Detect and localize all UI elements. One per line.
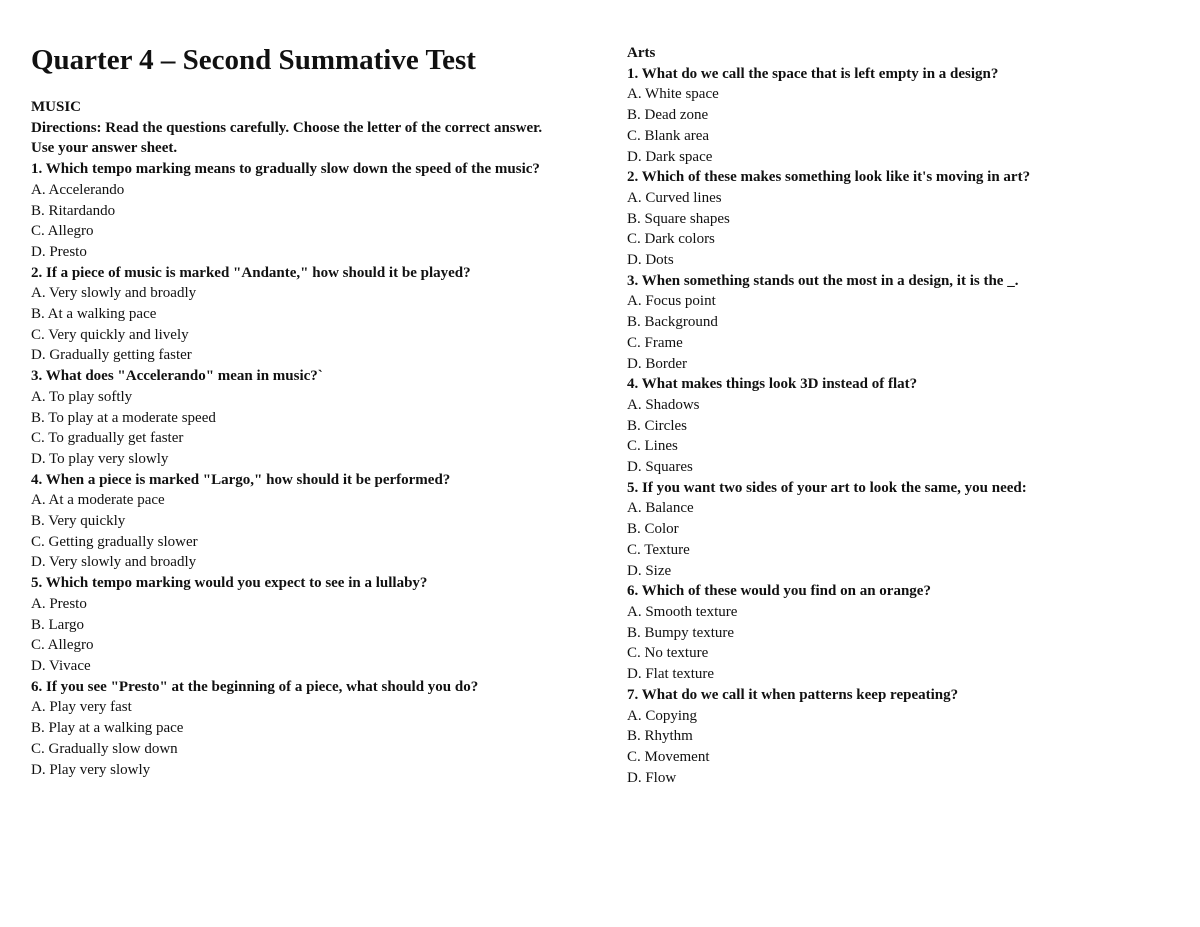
music-section (31, 97, 551, 780)
answer-option: D. Squares (627, 459, 693, 476)
arts-question-6 (627, 581, 1172, 685)
answer-option: B. Square shapes (627, 210, 730, 227)
arts-question-2 (627, 167, 1172, 271)
arts-heading: Arts (627, 45, 656, 61)
answer-option: D. Presto (31, 243, 87, 260)
answer-option: C. Blank area (627, 127, 710, 144)
answer-option: D. Flat texture (627, 666, 715, 683)
answer-option: D. Very slowly and broadly (31, 554, 197, 571)
answer-option: C. Texture (627, 541, 690, 558)
answer-option: C. Allegro (31, 637, 94, 654)
answer-option: C. Frame (627, 334, 683, 351)
answer-option: A. Presto (31, 595, 87, 612)
answer-option: B. Background (627, 314, 718, 331)
music-heading: MUSIC (31, 99, 82, 115)
answer-option: A. At a moderate pace (31, 492, 165, 509)
answer-option: D. Flow (627, 769, 677, 786)
question-text: 6. If you see "Presto" at the beginning of a piece, what should you do? (31, 678, 479, 695)
question-text: 3. When something stands out the most in a design, it is the _. (627, 272, 1019, 289)
music-question-list (31, 159, 551, 780)
question-text: 1. What do we call the space that is left empty in a design? (627, 65, 999, 82)
music-question-3 (31, 366, 551, 470)
arts-section (627, 43, 1172, 788)
answer-option: B. Play at a walking pace (31, 720, 184, 737)
answer-option: A. Accelerando (31, 181, 125, 198)
music-question-1 (31, 159, 551, 263)
answer-option: A. Play very fast (31, 699, 132, 716)
answer-option: D. Dark space (627, 148, 713, 165)
question-text: 5. If you want two sides of your art to look the same, you need: (627, 479, 1027, 496)
answer-option: A. Balance (627, 500, 694, 517)
answer-option: C. Movement (627, 748, 710, 765)
music-question-4 (31, 470, 551, 574)
answer-option: A. Focus point (627, 293, 716, 310)
answer-option: B. To play at a moderate speed (31, 409, 216, 426)
answer-option: B. Ritardando (31, 202, 116, 219)
arts-question-5 (627, 478, 1172, 582)
answer-option: D. Play very slowly (31, 761, 151, 778)
answer-option: A. Curved lines (627, 189, 722, 206)
answer-option: A. Copying (627, 707, 698, 724)
question-text: 4. When a piece is marked "Largo," how should it be performed? (31, 471, 451, 488)
music-question-5 (31, 573, 551, 677)
answer-option: C. Allegro (31, 223, 94, 240)
answer-option: B. Bumpy texture (627, 624, 735, 641)
music-question-6 (31, 677, 551, 781)
music-question-2 (31, 263, 551, 367)
answer-option: C. Getting gradually slower (31, 533, 198, 550)
question-text: 6. Which of these would you find on an orange? (627, 583, 931, 600)
answer-option: B. Color (627, 521, 679, 538)
answer-option: A. Smooth texture (627, 603, 738, 620)
question-text: 5. Which tempo marking would you expect to see in a lullaby? (31, 575, 428, 592)
question-text: 2. If a piece of music is marked "Andante," how should it be played? (31, 264, 471, 281)
question-text: 1. Which tempo marking means to gradually slow down the speed of the music? (31, 161, 540, 178)
answer-option: A. White space (627, 86, 719, 103)
arts-question-list (627, 64, 1172, 789)
question-text: 2. Which of these makes something look like it's moving in art? (627, 169, 1031, 186)
answer-option: B. Largo (31, 616, 85, 633)
question-text: 3. What does "Accelerando" mean in music?` (31, 368, 323, 385)
answer-option: B. Rhythm (627, 728, 693, 745)
question-text: 7. What do we call it when patterns keep repeating? (627, 686, 959, 703)
arts-question-3 (627, 271, 1172, 375)
answer-option: D. Vivace (31, 657, 91, 674)
answer-option: C. Very quickly and lively (31, 326, 189, 343)
answer-option: C. No texture (627, 645, 709, 662)
answer-option: A. To play softly (31, 388, 133, 405)
answer-option: B. Very quickly (31, 513, 126, 530)
answer-option: D. To play very slowly (31, 450, 169, 467)
answer-option: D. Size (627, 562, 672, 579)
answer-option: C. Gradually slow down (31, 740, 178, 757)
arts-question-1 (627, 64, 1172, 168)
arts-question-7 (627, 685, 1172, 789)
arts-question-4 (627, 374, 1172, 478)
answer-option: C. Lines (627, 438, 678, 455)
question-text: 4. What makes things look 3D instead of flat? (627, 376, 918, 393)
answer-option: C. Dark colors (627, 231, 715, 248)
answer-option: B. Circles (627, 417, 687, 434)
answer-option: D. Border (627, 355, 687, 372)
answer-option: D. Dots (627, 252, 674, 269)
answer-option: D. Gradually getting faster (31, 347, 192, 364)
answer-option: A. Very slowly and broadly (31, 285, 197, 302)
answer-option: B. Dead zone (627, 107, 709, 124)
page-title: Quarter 4 – Second Summative Test (31, 44, 476, 76)
answer-option: B. At a walking pace (31, 306, 157, 323)
answer-option: C. To gradually get faster (31, 430, 184, 447)
answer-option: A. Shadows (627, 396, 700, 413)
music-directions: Directions: Read the questions carefully. Choose the letter of the correct answer. Use your answer sheet. (31, 119, 543, 157)
